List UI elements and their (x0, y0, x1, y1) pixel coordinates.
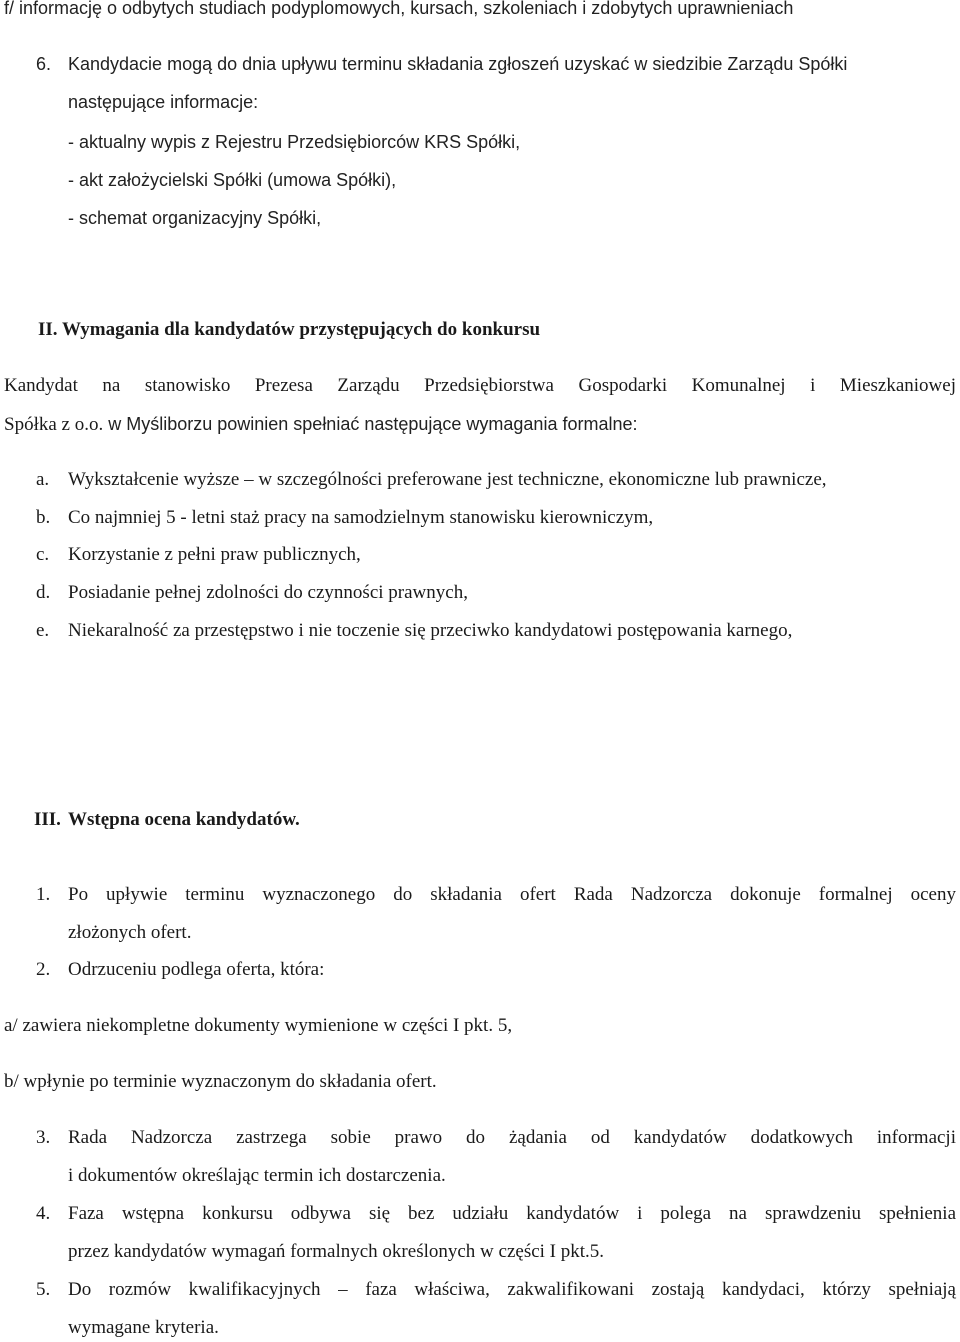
s3-item-2-text: Odrzuceniu podlega oferta, która: (68, 959, 325, 980)
s3-item-1-line-1: Po upływie terminu wyznaczonego do składania ofert Rada Nadzorcza dokonuje formalnej oceny (68, 884, 956, 905)
item-6-line-2: następujące informacje: (68, 92, 259, 112)
item-6-line-1: Kandydacie mogą do dnia upływu terminu składania zgłoszeń uzyskać w siedzibie Zarządu Spółki (68, 54, 848, 74)
req-b-text: Co najmniej 5 - letni staż pracy na samodzielnym stanowisku kierowniczym, (68, 507, 654, 528)
bullet-akt: - akt założycielski Spółki (umowa Spółki), (68, 170, 397, 190)
req-a-label: a. (36, 469, 50, 490)
section-2-heading: II. Wymagania dla kandydatów przystępujących do konkursu (38, 319, 541, 340)
s3-item-4-line-1: Faza wstępna konkursu odbywa się bez udziału kandydatów i polega na sprawdzeniu spełnienia (68, 1203, 956, 1224)
s3-item-4-number: 4. (36, 1203, 51, 1224)
s3-item-3-line-2: i dokumentów określając termin ich dostarczenia. (68, 1165, 446, 1186)
s3-item-3-line-1: Rada Nadzorcza zastrzega sobie prawo do żądania od kandydatów dodatkowych informacji (68, 1127, 956, 1148)
section-3-number: III. (34, 809, 61, 830)
s3-sub-b: b/ wpłynie po terminie wyznaczonym do składania ofert. (4, 1071, 437, 1092)
s3-item-2-number: 2. (36, 959, 51, 980)
req-e-text: Niekaralność za przestępstwo i nie toczenie się przeciwko kandydatowi postępowania karnego, (68, 620, 793, 641)
line-f: f/ informację o odbytych studiach podyplomowych, kursach, szkoleniach i zdobytych uprawnieniach (4, 0, 794, 18)
s3-item-4-line-2: przez kandydatów wymagań formalnych określonych w części I pkt.5. (68, 1241, 605, 1262)
s3-item-5-line-1: Do rozmów kwalifikacyjnych – faza właściwa, zakwalifikowani zostają kandydaci, którzy spełniają (68, 1279, 956, 1300)
req-d-text: Posiadanie pełnej zdolności do czynności prawnych, (68, 582, 468, 603)
s3-item-5-line-2: wymagane kryteria. (68, 1317, 219, 1338)
req-e-label: e. (36, 620, 50, 641)
req-d-label: d. (36, 582, 51, 603)
bullet-schemat: - schemat organizacyjny Spółki, (68, 208, 322, 228)
item-6-number: 6. (36, 54, 52, 74)
section-3-heading: Wstępna ocena kandydatów. (68, 809, 300, 830)
section-2-intro-line-1: Kandydat na stanowisko Prezesa Zarządu Przedsiębiorstwa Gospodarki Komunalnej i Mieszkaniowej (4, 375, 956, 396)
intro-continuation: w Myśliborzu powinien spełniać następujące wymagania formalne: (103, 414, 638, 434)
s3-sub-a: a/ zawiera niekompletne dokumenty wymienione w części I pkt. 5, (4, 1015, 513, 1036)
company-form: Spółka z o.o. (4, 414, 104, 435)
s3-item-3-number: 3. (36, 1127, 51, 1148)
s3-item-1-number: 1. (36, 884, 51, 905)
s3-item-1-line-2: złożonych ofert. (68, 922, 192, 943)
req-b-label: b. (36, 507, 51, 528)
s3-item-5-number: 5. (36, 1279, 51, 1300)
bullet-krs: - aktualny wypis z Rejestru Przedsiębiorców KRS Spółki, (68, 132, 521, 152)
req-c-text: Korzystanie z pełni praw publicznych, (68, 544, 361, 565)
req-a-text: Wykształcenie wyższe – w szczególności preferowane jest techniczne, ekonomiczne lub prawnicze, (68, 469, 827, 490)
section-2-intro-line-2 (4, 412, 638, 437)
req-c-label: c. (36, 544, 50, 565)
